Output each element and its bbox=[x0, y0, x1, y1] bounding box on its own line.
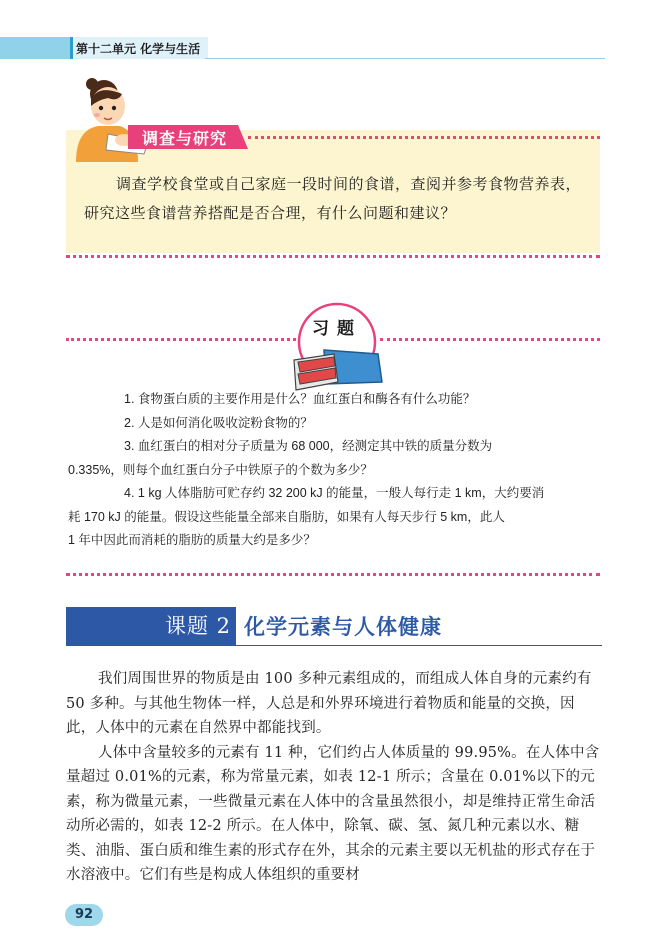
exercise-4: 4. 1 kg 人体脂肪可贮存约 32 200 kJ 的能量，一般人每行走 1 km，大约要消 bbox=[124, 486, 545, 500]
exercises-top-dots-right bbox=[380, 338, 600, 341]
research-label: 调查与研究 bbox=[142, 129, 228, 148]
exercises-title: 习题 bbox=[312, 319, 362, 339]
exercise-3-cont: 0.335%，则每个血红蛋白分子中铁原子的个数为多少？ bbox=[68, 462, 373, 477]
lesson-body bbox=[66, 667, 601, 888]
exercise-2: 2. 人是如何消化吸收淀粉食物的？ bbox=[124, 415, 313, 430]
page-number: 92 bbox=[74, 907, 94, 922]
research-top-dots bbox=[248, 136, 600, 139]
header-band bbox=[0, 37, 80, 59]
exercise-4-cont-1: 耗 170 kJ 的能量。假设这些能量全部来自脂肪，如果有人每天步行 5 km，此人 bbox=[68, 509, 505, 524]
header-rule bbox=[205, 58, 605, 59]
exercise-4-cont-2: 1 年中因此而消耗的脂肪的质量大约是多少？ bbox=[68, 533, 316, 547]
exercises-bottom-dots bbox=[66, 573, 600, 576]
research-text: 调查学校食堂或自己家庭一段时间的食谱，查阅并参考食物营养表，研究这些食谱营养搭配是否合理，有什么问题和建议？ bbox=[84, 175, 582, 222]
header-unit-title: 第十二单元 化学与生活 bbox=[76, 42, 201, 56]
lesson-number: 课题 2 bbox=[164, 614, 231, 638]
exercises-list bbox=[68, 388, 574, 553]
research-bottom-dots bbox=[66, 255, 600, 258]
exercise-1: 1. 食物蛋白质的主要作用是什么？血红蛋白和酶各有什么功能？ bbox=[124, 392, 476, 406]
lesson-title-underline bbox=[236, 645, 602, 646]
exercise-3: 3. 血红蛋白的相对分子质量为 68 000，经测定其中铁的质量分数为 bbox=[124, 439, 493, 453]
body-paragraph-1: 我们周围世界的物质是由 100 多种元素组成的，而组成人体自身的元素约有 50 多种。与其他生物体一样，人总是和外界环境进行着物质和能量的交换，因此，人体中的元素在自然界中都能找到。 bbox=[66, 671, 592, 736]
lesson-title-bar bbox=[66, 607, 602, 646]
lesson-title: 化学元素与人体健康 bbox=[244, 614, 442, 639]
research-label-wrap bbox=[128, 125, 248, 149]
body-paragraph-2: 人体中含量较多的元素有 11 种，它们约占人体质量的 99.95%。在人体中含量超过 0.01%的元素，称为常量元素，如表 12-1 所示；含量在 0.01%以下的元素，称为微量元素，一些微量元素在人体中的含量虽然很小，却是维持正常生命活动所必需的，如表 12-2 所示。在人体中，除氧、碳、氢、氮几种元素以水、糖类、油脂、蛋白质和维生素的形式存在外，其余的元素主要以无机盐的形式存在于水溶液中。它们有些是构成人体组织的重要材 bbox=[66, 744, 600, 883]
exercises-top-dots-left bbox=[66, 338, 296, 341]
